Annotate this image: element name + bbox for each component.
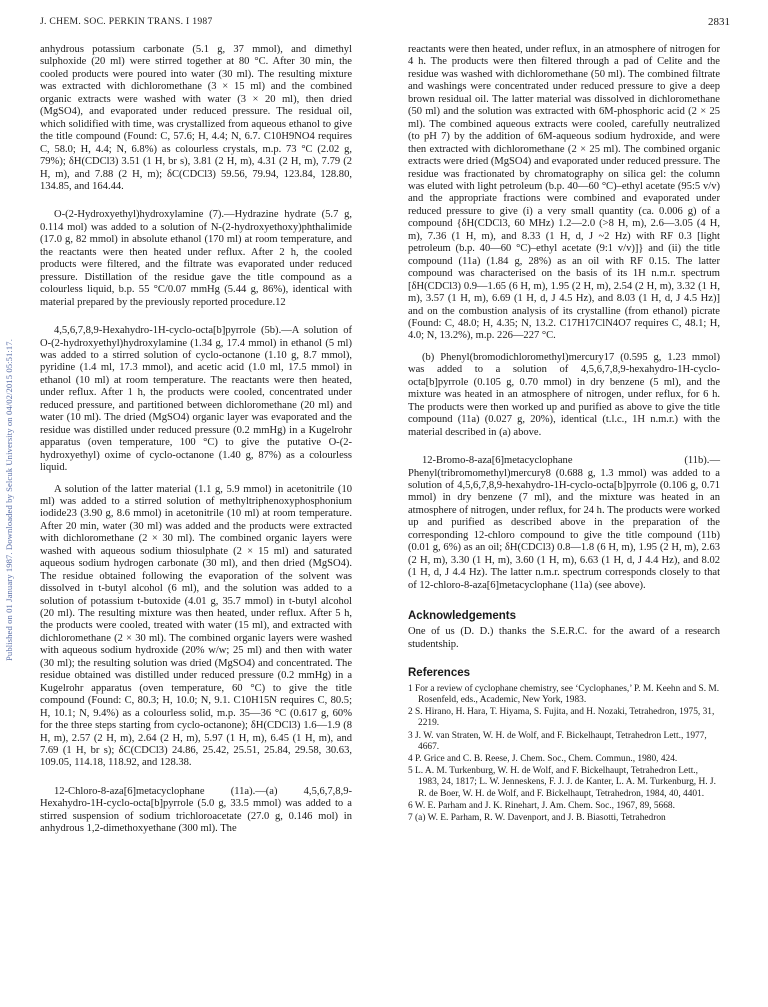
paragraph: A solution of the latter material (1.1 g, 5.9 mmol) in acetonitrile (10 ml) was added to a stirred solution of methyltriphenoxyphosphonium iodide23 (3.90 g, 8.6 mmol) in acetonitrile (10 ml) at room temperature. After 20 min, water (30 ml) was added and the products were extracted with dichloromethane (2 × 30 ml). The combined organic layers were washed with aqueous sodium thiosulphate (2 × 15 ml) and saturated aqueous sodium hydrogen carbonate (30 ml), and then dried (MgSO4). The residue obtained following the evaporation of the solvent was dissolved in t-butyl alcohol (6 ml), and the solution was added to a solution of potassium t-butoxide (4.01 g, 35.7 mmol) in t-butyl alcohol (20 ml). The resulting mixture was then heated, under reflux. After 5 h, the products were cooled, treated with water (15 ml), and extracted with dichloromethane (2 × 30 ml). The combined organic layers were washed with aqueous sodium hydroxide (20% w/w; 25 ml) and then with water (30 ml); the resulting solution was dried (MgSO4) and concentrated. The residue obtained was distilled under reduced pressure (0.2 mmHg) in a Kugelrohr apparatus (oven temperature, 60 °C) to give the title compound (Found: C, 80.3; H, 10.0; N, 9.1. C10H15N requires C, 80.5; H, 10.1; N, 9.4%) as a colourless solid, m.p. 35—36 °C (0.617 g, 60% for the three steps starting from cyclo-octanone); δH(CDCl3) 1.6—1.9 (8 H, m), 2.57 (2 H, m), 2.64 (2 H, m), 5.97 (1 H, m), 6.45 (1 H, m), and 7.69 (1 H, br s); δC(CDCl3) 24.86, 25.42, 25.51, 25.84, 29.58, 30.63, 109.05, 114.18, 118.92, and 128.38. [40,483,352,769]
paragraph: reactants were then heated, under reflux, in an atmosphere of nitrogen for 4 h. The products were then filtered through a pad of Celite and the residue was washed with dichloromethane (50 ml). The combined filtrate and washings were concentrated under reduced pressure to give a deep brown residual oil. The latter material was dissolved in dichloromethane (50 ml) and the solution was extracted with 6M-phosphoric acid (2 × 25 ml). The combined aqueous extracts were cooled, carefully neutralized (to pH 7) by the addition of 6M-aqueous sodium hydroxide, and were then extracted with dichloromethane (2 × 25 ml). The combined organic extracts were dried (MgSO4) and evaporated under reduced pressure. The residue was fractionated by chromatography on silica gel: the column was eluted with light petroleum (b.p. 40—60 °C)–ethyl acetate (95:5 v/v) and the appropriate fractions were combined and evaporated under reduced pressure to give (i) a very small quantity (ca. 0.006 g) of a compound {δH(CDCl3, 60 MHz) 1.2—2.0 (>8 H, m), 2.6—3.05 (4 H, m), 7.36 (1 H, m), and 8.33 (1 H, d, J ~2 Hz) with RF 0.3 [light petroleum (b.p. 40—60 °C)–ethyl acetate (9:1 v/v)]} and (ii) the title compound (11a) (1.84 g, 28%) as an oil with RF 0.15. The latter compound was characterised on the basis of its 1H n.m.r. spectrum [δH(CDCl3) 0.9—1.65 (6 H, m), 1.95 (2 H, m), 2.54 (2 H, m), 3.32 (1 H, m), 3.57 (1 H, m), 6.69 (1 H, d, J 4.5 Hz), and 8.03 (1 H, d, J 4.5 Hz)] and on the combustion analysis of its crystalline (from ethanol) picrate (Found: C, 48.0; H, 4.35; N, 13.2. C17H17ClN4O7 requires C, 48.1; H, 4.0; N, 13.2%), m.p. 226—227 °C. [408,44,720,342]
acknowledgements-text: One of us (D. D.) thanks the S.E.R.C. for the award of a research studentship. [408,626,720,650]
reference-item: 6 W. E. Parham and J. K. Rinehart, J. Am. Chem. Soc., 1967, 89, 5668. [408,800,675,811]
reference-item: 2 S. Hirano, H. Hara, T. Hiyama, S. Fujita, and H. Nozaki, Tetrahedron, 1975, 31, 2219. [408,707,715,729]
paragraph: 12-Bromo-8-aza[6]metacyclophane (11b).—Phenyl(tribromomethyl)mercury8 (0.688 g, 1.3 mmol) was added to a solution of 4,5,6,7,8,9-hexahydro-1H-cyclo-octa[b]pyrrole (0.106 g, 0.71 mmol) in dry benzene (7 ml), and the mixture was heated in an atmosphere of nitrogen, under reflux, for 24 h. The products were worked up and purified as described above in the preparation of the corresponding 12-chloro compound to give the title compound (11b) (0.01 g, 6%) as an oil; δH(CDCl3) 0.8—1.8 (6 H, m), 1.95 (2 H, m), 2.63 (2 H, m), 3.30 (1 H, m), 3.60 (1 H, m), 6.63 (1 H, d, J 4.4 Hz), and 8.02 (1 H, d, J 4.4 Hz). The latter n.m.r. spectrum corresponds closely to that of 12-chloro-8-aza[6]metacyclophane (11a) (see above). [408,455,720,591]
acknowledgements-heading: Acknowledgements [408,610,516,623]
page-number: 2831 [708,16,730,28]
paragraph: anhydrous potassium carbonate (5.1 g, 37 mmol), and dimethyl sulphoxide (20 ml) were stirred together at 80 °C. After 30 min, the cooled products were poured into water (30 ml). The resulting mixture was extracted with dichloromethane (3 × 15 ml) and the combined organic extracts were washed with water (3 × 20 ml), then dried (MgSO4), and evaporated under reduced pressure. The residual oil, which solidified with time, was crystallized from aqueous ethanol to give the title compound (Found: C, 57.6; H, 4.4; N, 6.7. C10H9NO4 requires C, 58.0; H, 4.4; N, 6.8%) as colourless crystals, m.p. 73 °C (2.02 g, 79%); δH(CDCl3) 3.51 (1 H, br s), 3.81 (2 H, m), 4.31 (2 H, m), 7.79 (2 H, m), and 7.88 (2 H, m); δC(CDCl3) 59.56, 79.94, 123.84, 128.80, 134.85, and 164.44. [40,44,352,192]
journal-running-head: J. CHEM. SOC. PERKIN TRANS. I 1987 [40,16,213,27]
references-list [408,684,720,824]
paragraph: O-(2-Hydroxyethyl)hydroxylamine (7).—Hydrazine hydrate (5.7 g, 0.114 mol) was added to a solution of N-(2-hydroxyethoxy)phthalimide (17.0 g, 82 mmol) in absolute ethanol (170 ml) at room temperature, and the reactants were then heated under reflux. After 2 h, the cooled products were filtered, and the filtrate was evaporated under reduced pressure. Distillation of the residue gave the title compound as a colourless liquid, b.p. 55 °C/0.07 mmHg (5.44 g, 86%), identical with material prepared by the previously reported procedure.12 [40,209,352,308]
download-watermark [2,160,16,840]
reference-item: 1 For a review of cyclophane chemistry, see ‘Cyclophanes,’ P. M. Keehn and S. M. Rosenfeld, eds., Academic, New York, 1983. [408,683,720,706]
paragraph: 12-Chloro-8-aza[6]metacyclophane (11a).—(a) 4,5,6,7,8,9-Hexahydro-1H-cyclo-octa[b]pyrrole (5.0 g, 33.5 mmol) was added to a stirred suspension of sodium trichloroacetate (27.0 g, 0.146 mol) in anhydrous 1,2-dimethoxyethane (300 ml). The [40,785,352,835]
reference-item: 3 J. W. van Straten, W. H. de Wolf, and F. Bickelhaupt, Tetrahedron Lett., 1977, 4667. [408,730,707,752]
paragraph: 4,5,6,7,8,9-Hexahydro-1H-cyclo-octa[b]pyrrole (5b).—A solution of O-(2-hydroxyethyl)hydroxylamine (1.34 g, 17.4 mmol) in ethanol (5 ml) was added to a stirred solution of cyclo-octanone (1.10 g, 8.7 mmol), pyridine (1.4 ml, 17.3 mmol), and acetic acid (1.0 ml, 17.5 mmol) in ethanol (10 ml) at room temperature. The reactants were then heated, under reflux. After 1 h, the products were cooled, concentrated under reduced pressure, and partitioned between dichloromethane (20 ml) and water (10 ml). The dried (MgSO4) organic layer was evaporated and the residue was distilled under reduced pressure (0.2 mmHg) in a Kugelrohr apparatus (oven temperature, 100 °C) to give the putative O-(2-hydroxyethyl) oxime of cyclo-octanone (1.40 g, 87%) as a colourless liquid. [40,325,352,474]
page-header [40,16,730,32]
references-heading: References [408,667,471,680]
left-column [40,44,352,845]
paragraph: (b) Phenyl(bromodichloromethyl)mercury17 (0.595 g, 1.23 mmol) was added to a solution of 4,5,6,7,8,9-hexahydro-1H-cyclo-octa[b]pyrrole (0.105 g, 0.70 mmol) in dry benzene (5 ml), and the mixture was heated in an atmosphere of nitrogen, under reflux, for 6 h. The products were then worked up and purified as above to give the title compound (11a) (0.027 g, 20%), identical (t.l.c., 1H n.m.r.) with the material described in (a) above. [408,351,720,438]
download-watermark-text: Published on 01 January 1987. Downloaded by Selcuk University on 04/02/2015 05:51:17. [4,339,15,661]
right-column [408,44,720,825]
reference-item: 7 (a) W. E. Parham, R. W. Davenport, and J. B. Biasotti, Tetrahedron [408,813,666,824]
reference-item: 4 P. Grice and C. B. Reese, J. Chem. Soc., Chem. Commun., 1980, 424. [408,754,678,765]
reference-item: 5 L. A. M. Turkenburg, W. H. de Wolf, and F. Bickelhaupt, Tetrahedron Lett., 1983, 24, 1817; L. W. Jenneskens, F. J. J. de Kanter, L. A. M. Turkenburg, H. J. R. de Boer, W. H. de Wolf, and F. Bickelhaupt, Tetrahedron, 1984, 40, 4401. [408,766,716,799]
